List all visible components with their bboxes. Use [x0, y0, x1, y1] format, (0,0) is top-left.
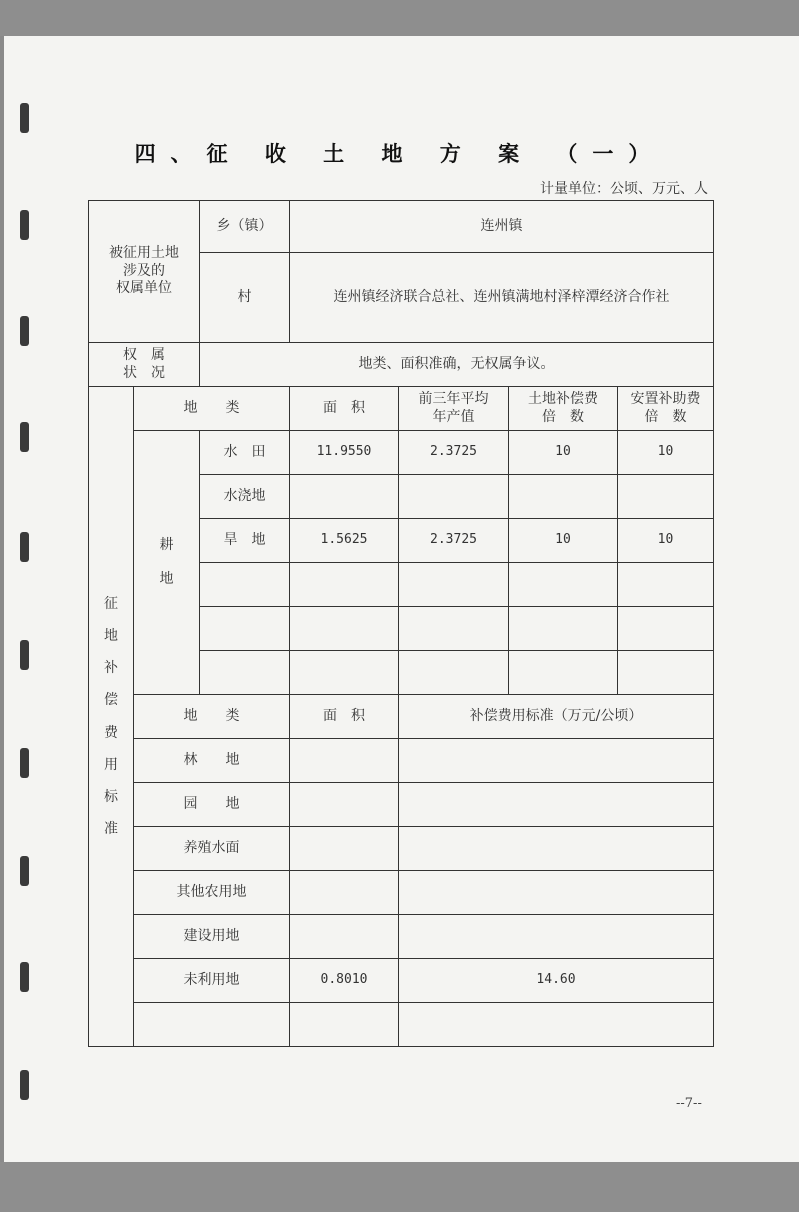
scan-border-bottom — [0, 1162, 799, 1212]
village-value: 连州镇经济联合总社、连州镇满地村泽梓潭经济合作社 — [290, 253, 714, 343]
header-land-type: 地 类 — [134, 387, 290, 431]
area-cell: 11.9550 — [290, 431, 399, 475]
scan-border-top — [0, 0, 799, 36]
page-number: --7-- — [676, 1096, 702, 1111]
binding-hole — [20, 748, 29, 778]
land-type-cell: 其他农用地 — [134, 871, 290, 915]
land-type-cell — [134, 1003, 290, 1047]
area-cell — [290, 739, 399, 783]
land-type-cell — [200, 651, 290, 695]
binding-hole — [20, 422, 29, 452]
table-row — [89, 915, 714, 959]
table-row — [89, 783, 714, 827]
status-value: 地类、面积准确，无权属争议。 — [200, 343, 714, 387]
area-cell: 1.5625 — [290, 519, 399, 563]
area-cell — [290, 563, 399, 607]
area-cell — [290, 1003, 399, 1047]
land-type-cell: 水 田 — [200, 431, 290, 475]
standard-cell — [399, 871, 714, 915]
binding-hole — [20, 1070, 29, 1100]
area-cell — [290, 871, 399, 915]
cultivated-label: 耕 地 — [134, 431, 200, 695]
village-label: 村 — [200, 253, 290, 343]
land-type-cell: 未利用地 — [134, 959, 290, 1003]
land-multiplier-cell — [509, 563, 618, 607]
avg-output-cell — [399, 475, 509, 519]
resettle-multiplier-cell: 10 — [618, 431, 714, 475]
avg-output-cell — [399, 607, 509, 651]
land-type-cell: 林 地 — [134, 739, 290, 783]
land-type-cell: 水浇地 — [200, 475, 290, 519]
area-cell — [290, 607, 399, 651]
table-row — [89, 1003, 714, 1047]
town-value: 连州镇 — [290, 201, 714, 253]
standard-cell — [399, 783, 714, 827]
land-multiplier-cell — [509, 651, 618, 695]
area-cell: 0.8010 — [290, 959, 399, 1003]
binding-hole — [20, 640, 29, 670]
compensation-vertical-label: 征 地 补 偿 费 用 标 准 — [89, 387, 134, 1047]
table-row — [89, 827, 714, 871]
land-acquisition-table — [88, 200, 714, 1047]
standard-cell — [399, 915, 714, 959]
resettle-multiplier-cell — [618, 607, 714, 651]
standard-cell — [399, 1003, 714, 1047]
table-row — [89, 739, 714, 783]
area-cell — [290, 827, 399, 871]
avg-output-cell: 2.3725 — [399, 431, 509, 475]
table-row — [89, 959, 714, 1003]
binding-hole — [20, 210, 29, 240]
standard-cell — [399, 739, 714, 783]
binding-hole — [20, 103, 29, 133]
land-type-cell: 园 地 — [134, 783, 290, 827]
land-type-cell: 建设用地 — [134, 915, 290, 959]
area-cell — [290, 475, 399, 519]
binding-hole — [20, 856, 29, 886]
land-type-cell: 养殖水面 — [134, 827, 290, 871]
header-resettle-multiplier: 安置补助费 倍 数 — [618, 387, 714, 431]
land-multiplier-cell — [509, 475, 618, 519]
avg-output-cell — [399, 651, 509, 695]
table-row — [89, 431, 714, 475]
area-cell — [290, 783, 399, 827]
land-multiplier-cell — [509, 607, 618, 651]
land-type-cell: 旱 地 — [200, 519, 290, 563]
area-cell — [290, 915, 399, 959]
table-row — [89, 871, 714, 915]
resettle-multiplier-cell: 10 — [618, 519, 714, 563]
resettle-multiplier-cell — [618, 651, 714, 695]
binding-hole — [20, 532, 29, 562]
area-cell — [290, 651, 399, 695]
resettle-multiplier-cell — [618, 563, 714, 607]
header-avg-output: 前三年平均 年产值 — [399, 387, 509, 431]
header-area: 面 积 — [290, 387, 399, 431]
land-multiplier-cell: 10 — [509, 431, 618, 475]
ownership-group-label: 被征用土地 涉及的 权属单位 — [89, 201, 200, 343]
document-title: 四、征 收 土 地 方 案 （一） — [134, 141, 665, 166]
binding-hole — [20, 962, 29, 992]
avg-output-cell: 2.3725 — [399, 519, 509, 563]
unit-note: 计量单位：公顷、万元、人 — [540, 181, 708, 197]
avg-output-cell — [399, 563, 509, 607]
land-type-cell — [200, 607, 290, 651]
header2-standard: 补偿费用标准（万元/公顷） — [399, 695, 714, 739]
status-label: 权 属 状 况 — [89, 343, 200, 387]
resettle-multiplier-cell — [618, 475, 714, 519]
header-land-multiplier: 土地补偿费 倍 数 — [509, 387, 618, 431]
header2-area: 面 积 — [290, 695, 399, 739]
town-label: 乡（镇） — [200, 201, 290, 253]
land-multiplier-cell: 10 — [509, 519, 618, 563]
standard-cell — [399, 827, 714, 871]
binding-hole — [20, 316, 29, 346]
land-type-cell — [200, 563, 290, 607]
header2-land-type: 地 类 — [134, 695, 290, 739]
standard-cell: 14.60 — [399, 959, 714, 1003]
